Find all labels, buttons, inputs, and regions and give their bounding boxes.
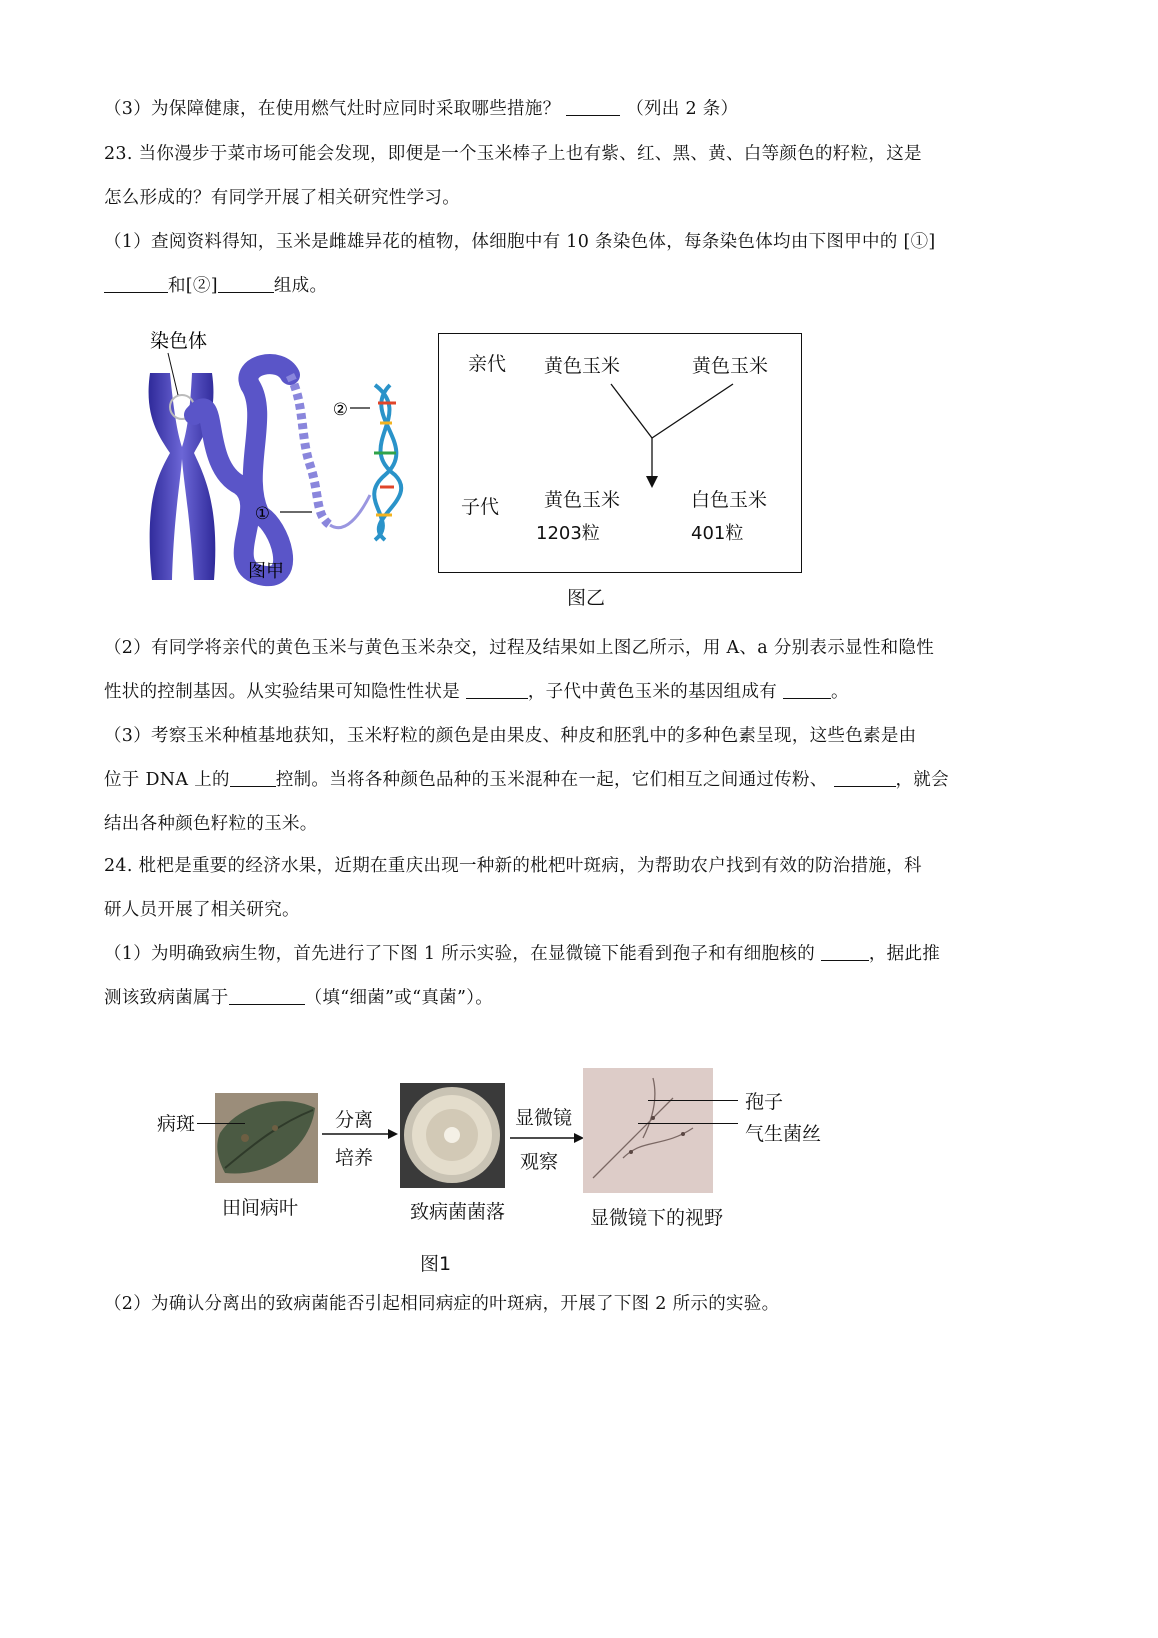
micro-caption: 显微镜下的视野: [590, 1207, 724, 1229]
parent-left: 黄色玉米: [544, 355, 621, 377]
row-child-label: 子代: [461, 496, 500, 518]
answer-blank[interactable]: [229, 988, 305, 1005]
q23-part1-end: 组成。: [273, 276, 328, 296]
dna-helix: [374, 385, 401, 540]
arrow1-icon: [322, 1127, 400, 1141]
dish-caption: 致病菌菌落: [410, 1201, 506, 1223]
q23-part3-line1: （3）考察玉米种植基地获知，玉米籽粒的颜色是由果皮、种皮和胚乳中的多种色素呈现，这些色素是由: [104, 726, 917, 746]
answer-blank[interactable]: [834, 770, 896, 787]
label-spot: 病斑: [157, 1113, 196, 1135]
q23-part2-text-c: 。: [830, 682, 849, 702]
parent-right: 黄色玉米: [692, 355, 769, 377]
answer-blank[interactable]: [230, 770, 276, 787]
q24-part1-text-a: （1）为明确致病生物，首先进行了下图 1 所示实验，在显微镜下能看到孢子和有细胞核的: [104, 944, 815, 964]
microscope-view-icon: [583, 1068, 713, 1193]
figure-jia: [130, 325, 420, 595]
figure-jia-caption: 图甲: [248, 561, 284, 582]
arrow2-bottom-label: 观察: [520, 1151, 559, 1173]
q24-part2-line1: （2）为确认分离出的致病菌能否引起相同病症的叶斑病，开展了下图 2 所示的实验。: [104, 1294, 780, 1314]
answer-blank[interactable]: [466, 682, 528, 699]
nucleosome-beads: [290, 375, 330, 525]
q23-part1-mid: 和[②]: [168, 276, 218, 296]
label-hyphae-leader: [638, 1123, 738, 1124]
q24-intro-line2: 研人员开展了相关研究。: [104, 900, 300, 920]
label-hyphae: 气生菌丝: [745, 1123, 822, 1145]
q23-part2-line2: [104, 678, 849, 703]
child-right-count: 401粒: [691, 523, 744, 544]
label-spore: 孢子: [745, 1091, 784, 1113]
child-left: 黄色玉米: [544, 489, 621, 511]
figure-yi-box: [438, 333, 802, 573]
answer-blank[interactable]: [218, 276, 274, 293]
label-1: ①: [254, 504, 270, 524]
q24-part1-line1: [104, 940, 940, 965]
q23-part3-line3: 结出各种颜色籽粒的玉米。: [104, 814, 318, 834]
label-spore-leader: [648, 1100, 738, 1101]
q23-part3-line2: [104, 766, 949, 791]
child-right: 白色玉米: [691, 489, 768, 511]
q22-part3-text: （3）为保障健康，在使用燃气灶时应同时采取哪些措施？: [104, 99, 561, 119]
answer-blank[interactable]: [783, 682, 831, 699]
label-spot-leader: [197, 1123, 245, 1124]
microscope-view-photo: [583, 1068, 713, 1193]
answer-blank[interactable]: [821, 944, 869, 961]
q24-part1-text-c: 测该致病菌属于: [104, 988, 229, 1008]
arrow1-top-label: 分离: [335, 1109, 374, 1131]
q24-part1-text-b: ，据此推: [868, 944, 941, 964]
q23-part2-text-a: 性状的控制基因。从实验结果可知隐性性状是: [104, 682, 460, 702]
answer-blank[interactable]: [104, 276, 168, 293]
q22-part3: [104, 95, 738, 120]
q23-part2-line1: （2）有同学将亲代的黄色玉米与黄色玉米杂交，过程及结果如上图乙所示，用 A、a 分别表示显性和隐性: [104, 638, 935, 658]
q23-part3-text-c: ，就会: [895, 770, 949, 790]
q24-part1-text-d: （填“细菌”或“真菌”）。: [304, 988, 494, 1008]
figure-1: [150, 1065, 850, 1275]
figure-1-caption: 图1: [420, 1253, 452, 1275]
q23-intro-line1: 23. 当你漫步于菜市场可能会发现，即便是一个玉米棒子上也有紫、红、黑、黄、白等颜色的籽粒，这是: [104, 144, 922, 164]
arrow1-bottom-label: 培养: [335, 1147, 374, 1169]
label-chromosome: 染色体: [150, 330, 208, 352]
dna-strand: [330, 495, 370, 528]
q23-part1-line2: [104, 272, 327, 297]
diseased-leaf-photo: [215, 1093, 318, 1183]
q24-intro-line1: 24. 枇杷是重要的经济水果，近期在重庆出现一种新的枇杷叶斑病，为帮助农户找到有效的防治措施，科: [104, 856, 922, 876]
q22-part3-tail: （列出 2 条）: [626, 99, 739, 119]
q23-intro-line2: 怎么形成的？有同学开展了相关研究性学习。: [104, 188, 460, 208]
figure-yi-caption: 图乙: [567, 587, 606, 609]
petri-dish-photo: [400, 1083, 505, 1188]
q23-part2-text-b: ，子代中黄色玉米的基因组成有: [527, 682, 778, 702]
leaf-icon: [215, 1093, 318, 1183]
q23-part3-text-b: 控制。当将各种颜色品种的玉米混种在一起，它们相互之间通过传粉、: [275, 770, 828, 790]
leaf-caption: 田间病叶: [222, 1197, 299, 1219]
chromosome-dna-illustration: [130, 325, 420, 595]
label-2: ②: [332, 400, 348, 420]
answer-blank[interactable]: [566, 99, 620, 116]
q24-part1-line2: [104, 984, 493, 1009]
arrow2-icon: [510, 1131, 586, 1145]
cross-arrows: [439, 334, 801, 572]
q23-part3-text-a: 位于 DNA 上的: [104, 770, 230, 790]
petri-dish-icon: [400, 1083, 505, 1188]
q23-part1-line1: （1）查阅资料得知，玉米是雌雄异花的植物，体细胞中有 10 条染色体，每条染色体均由下图甲中的 [①]: [104, 232, 936, 252]
row-parent-label: 亲代: [468, 353, 507, 375]
arrow2-top-label: 显微镜: [515, 1107, 573, 1129]
child-left-count: 1203粒: [536, 523, 600, 544]
